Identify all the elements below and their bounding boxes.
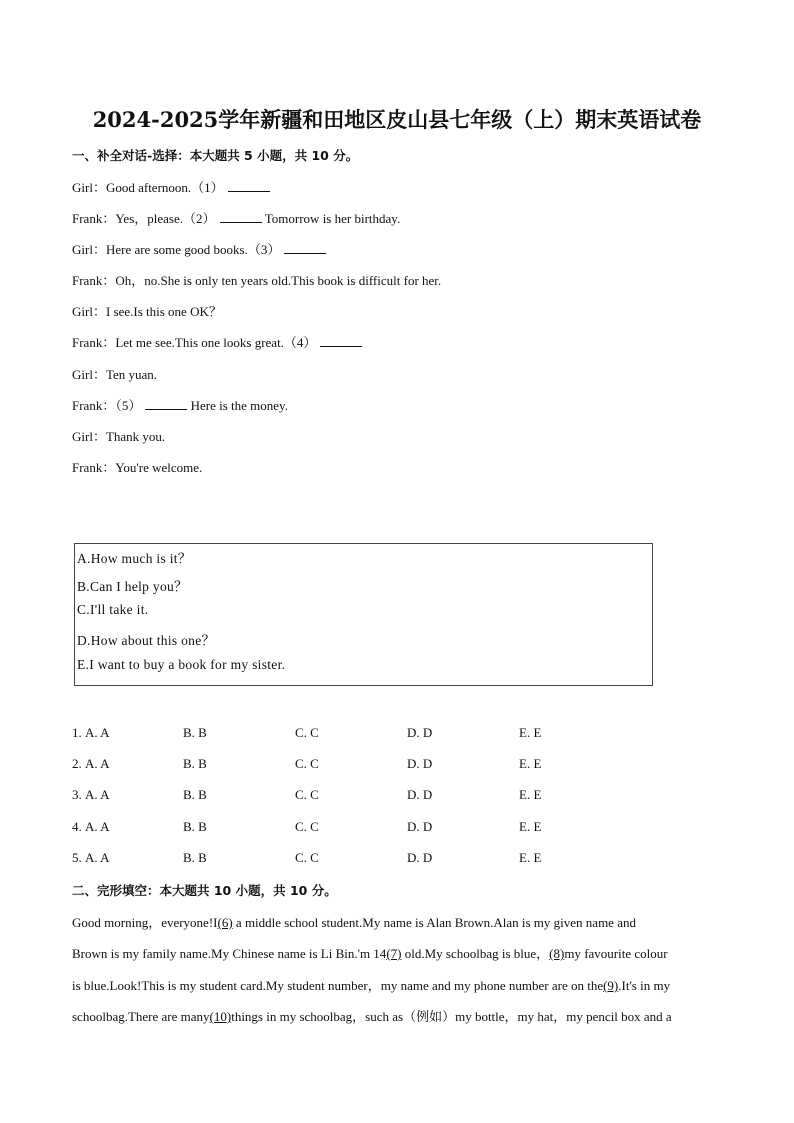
cloze-line-2 — [72, 943, 668, 962]
page-title: 2024-2025学年新疆和田地区皮山县七年级（上）期末英语试卷 — [92, 107, 702, 132]
dialogue-line — [72, 301, 222, 320]
line-text-after: Tomorrow is her birthday. — [261, 211, 401, 226]
options-box — [74, 543, 653, 686]
choice-a[interactable]: A. A — [85, 787, 110, 802]
choice-b[interactable]: B. B — [183, 850, 207, 865]
text: things in my schoolbag，such as（例如）my bottle，my hat，my pencil box and a — [231, 1009, 672, 1024]
choice-e[interactable]: E. E — [519, 725, 542, 740]
choice-d[interactable]: D. D — [407, 725, 433, 740]
cloze-blank-10[interactable]: (10) — [209, 1009, 232, 1024]
option-c: C.I'll take it. — [77, 602, 149, 617]
section-1-heading: 一、补全对话-选择：本大题共 5 小题，共 10 分。 — [72, 148, 359, 163]
choice-c[interactable]: C. C — [295, 819, 319, 834]
question-number: 2. — [72, 756, 82, 771]
dialogue-line — [72, 332, 362, 351]
option-b: B.Can I help you？ — [77, 579, 188, 594]
choice-e[interactable]: E. E — [519, 756, 542, 771]
dialogue-line — [72, 426, 165, 445]
choice-c[interactable]: C. C — [295, 756, 319, 771]
choice-b[interactable]: B. B — [183, 819, 207, 834]
line-text: Yes，please.（2） — [115, 211, 216, 226]
speaker: Frank： — [72, 398, 116, 413]
choice-b[interactable]: B. B — [183, 725, 207, 740]
question-number: 3. — [72, 787, 82, 802]
choice-d[interactable]: D. D — [407, 850, 433, 865]
cloze-line-1 — [72, 912, 636, 931]
line-text: Thank you. — [105, 429, 166, 444]
option-a: A.How much is it？ — [77, 551, 192, 566]
text: .It's in my — [618, 978, 671, 993]
choice-e[interactable]: E. E — [519, 850, 542, 865]
choice-c[interactable]: C. C — [295, 725, 319, 740]
cloze-blank-9[interactable]: (9) — [603, 978, 619, 993]
choice-a[interactable]: A. A — [85, 850, 110, 865]
speaker: Girl： — [72, 180, 106, 195]
text: schoolbag.There are many — [72, 1009, 210, 1024]
cloze-line-3 — [72, 975, 670, 994]
choice-e[interactable]: E. E — [519, 819, 542, 834]
cloze-blank-8[interactable]: (8) — [549, 946, 565, 961]
text: Good morning，everyone!I — [72, 915, 218, 930]
choice-c[interactable]: C. C — [295, 850, 319, 865]
cloze-line-4 — [72, 1006, 672, 1025]
line-text: Oh，no.She is only ten years old.This book is difficult for her. — [115, 273, 442, 288]
speaker: Girl： — [72, 242, 106, 257]
dialogue-line — [72, 457, 202, 476]
cloze-blank-7[interactable]: (7) — [386, 946, 402, 961]
choice-e[interactable]: E. E — [519, 787, 542, 802]
choice-c[interactable]: C. C — [295, 787, 319, 802]
choice-d[interactable]: D. D — [407, 756, 433, 771]
choice-b[interactable]: B. B — [183, 756, 207, 771]
speaker: Girl： — [72, 367, 106, 382]
dialogue-line — [72, 395, 288, 414]
line-text: Ten yuan. — [105, 367, 158, 382]
choice-b[interactable]: B. B — [183, 787, 207, 802]
choice-d[interactable]: D. D — [407, 819, 433, 834]
text: old.My schoolbag is blue， — [401, 946, 550, 961]
answer-blank[interactable] — [284, 242, 326, 254]
choice-d[interactable]: D. D — [407, 787, 433, 802]
option-e: E.I want to buy a book for my sister. — [77, 657, 286, 672]
speaker: Frank： — [72, 460, 116, 475]
speaker: Frank： — [72, 273, 116, 288]
dialogue-line — [72, 364, 157, 383]
line-text: （5） — [115, 398, 142, 413]
line-text-after: Here is the money. — [187, 398, 288, 413]
speaker: Girl： — [72, 429, 106, 444]
text: Brown is my family name.My Chinese name is Li Bin.'m 14 — [72, 946, 387, 961]
speaker: Frank： — [72, 335, 116, 350]
question-number: 1. — [72, 725, 82, 740]
answer-blank[interactable] — [220, 211, 262, 223]
line-text: Here are some good books.（3） — [105, 242, 281, 257]
option-d: D.How about this one？ — [77, 633, 216, 648]
line-text: Let me see.This one looks great.（4） — [115, 335, 317, 350]
cloze-blank-6[interactable]: (6) — [217, 915, 233, 930]
answer-blank[interactable] — [228, 180, 270, 192]
text: my favourite colour — [564, 946, 668, 961]
choice-a[interactable]: A. A — [85, 725, 110, 740]
section-2-heading: 二、完形填空：本大题共 10 小题，共 10 分。 — [72, 883, 337, 898]
answer-blank[interactable] — [320, 335, 362, 347]
speaker: Frank： — [72, 211, 116, 226]
speaker: Girl： — [72, 304, 106, 319]
line-text: Good afternoon.（1） — [105, 180, 224, 195]
choice-a[interactable]: A. A — [85, 756, 110, 771]
dialogue-line — [72, 177, 270, 196]
line-text: I see.Is this one OK？ — [105, 304, 222, 319]
dialogue-line — [72, 208, 400, 227]
question-number: 4. — [72, 819, 82, 834]
line-text: You're welcome. — [115, 460, 203, 475]
choice-a[interactable]: A. A — [85, 819, 110, 834]
dialogue-line — [72, 270, 441, 289]
question-number: 5. — [72, 850, 82, 865]
dialogue-line — [72, 239, 326, 258]
answer-blank[interactable] — [145, 398, 187, 410]
text: is blue.Look!This is my student card.My student number，my name and my phone number are on the — [72, 978, 604, 993]
text: a middle school student.My name is Alan Brown.Alan is my given name and — [232, 915, 636, 930]
